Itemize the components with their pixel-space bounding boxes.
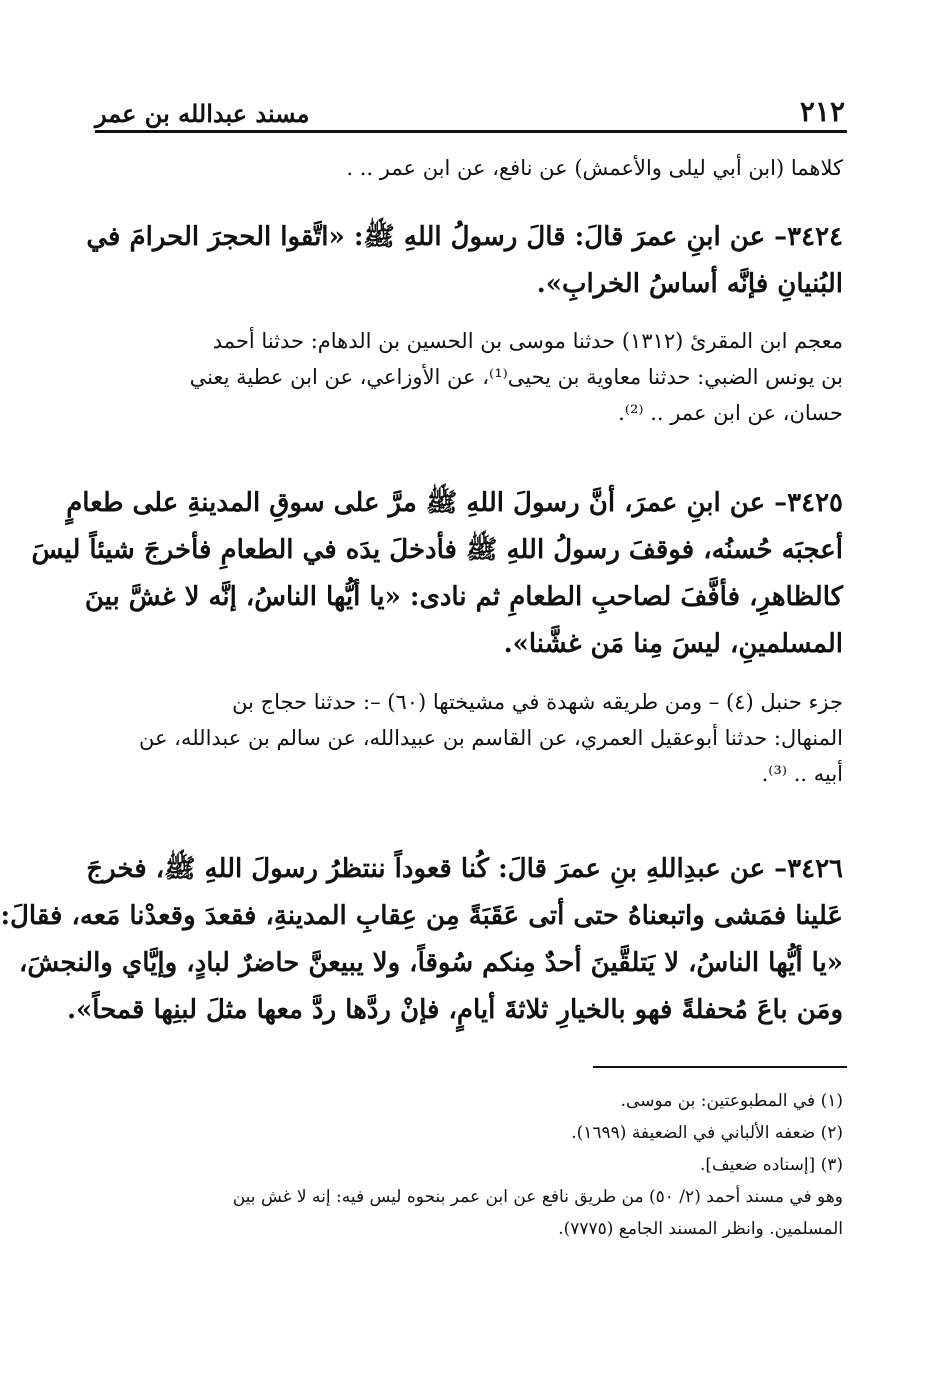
footnote-note: المسلمين. وانظر المسند الجامع (٧٧٧٥). bbox=[558, 1219, 843, 1239]
text-line: «يا أيُّها الناسُ، لا يَتلقَّينَ أحدٌ مِنكم سُوقاً، ولا يبيعنَّ حاضرٌ لبادٍ، وإيَّاي والنجشَ، bbox=[18, 948, 843, 978]
hadith-3426 bbox=[0, 846, 843, 1034]
text-line: البُنيانِ فإنَّه أساسُ الخرابِ». bbox=[536, 269, 843, 299]
hadith-3424 bbox=[86, 214, 843, 308]
text-line: عَلينا فمَشى واتبعناهُ حتى أتى عَقَبَةً مِن عِقابِ المدينةِ، فقعدَ وقعدْنا مَعه، فقالَ: bbox=[0, 901, 843, 931]
footnote-note: وهو في مسند أحمد (٢/ ٥٠) من طريق نافع عن ابن عمر بنحوه ليس فيه: إنه لا غش بين bbox=[232, 1187, 843, 1207]
intro-line bbox=[103, 150, 843, 186]
page-number: ٢١٢ bbox=[799, 95, 845, 128]
source-3425 bbox=[103, 684, 843, 792]
text-line: ومَن باعَ مُحفلةً فهو بالخيارِ ثلاثةَ أيامٍ، فإنْ ردَّها ردَّ معها مثلَ لبنِها قمحاً». bbox=[66, 995, 843, 1025]
text-line: أبيه .. ⁽³⁾. bbox=[761, 762, 843, 786]
text-line: حسان، عن ابن عمر .. ⁽²⁾. bbox=[618, 401, 843, 425]
text-line: المسلمينِ، ليسَ مِنا مَن غشَّنا». bbox=[503, 629, 843, 659]
header-rule bbox=[95, 130, 847, 133]
text-line: بن يونس الضبي: حدثنا معاوية بن يحيى⁽¹⁾، عن الأوزاعي، عن ابن عطية يعني bbox=[189, 365, 843, 389]
text-line: ٣٤٢٤– عن ابنِ عمرَ قالَ: قالَ رسولُ اللهِ ﷺ: «اتَّقوا الحجرَ الحرامَ في bbox=[86, 222, 843, 252]
footnote-3: (٣) [إسناده ضعيف]. bbox=[699, 1155, 843, 1175]
text-line: المنهال: حدثنا أبوعقيل العمري، عن القاسم بن عبيدالله، عن سالم بن عبدالله، عن bbox=[138, 726, 843, 750]
text-line: كالظاهرِ، فأفَّفَ لصاحبِ الطعامِ ثم نادى: «يا أيُّها الناسُ، إنَّه لا غشَّ بينَ bbox=[84, 582, 843, 612]
source-3424 bbox=[103, 323, 843, 431]
text-line: ٣٤٢٦– عن عبدِاللهِ بنِ عمرَ قالَ: كُنا قعوداً ننتظرُ رسولَ اللهِ ﷺ، فخرجَ bbox=[86, 854, 843, 884]
footnote-1: (١) في المطبوعتين: بن موسى. bbox=[620, 1091, 843, 1111]
text-line: ٣٤٢٥– عن ابنِ عمرَ، أنَّ رسولَ اللهِ ﷺ مرَّ على سوقِ المدينةِ على طعامٍ bbox=[66, 488, 843, 518]
text-line: أعجبَه حُسنُه، فوقفَ رسولُ اللهِ ﷺ فأدخلَ يدَه في الطعامِ فأخرجَ شيئاً ليسَ bbox=[31, 535, 843, 565]
footnote-rule bbox=[593, 1066, 847, 1068]
text-line: كلاهما (ابن أبي ليلى والأعمش) عن نافع، عن ابن عمر .. . bbox=[346, 156, 843, 180]
running-title: مسند عبدالله بن عمر bbox=[95, 99, 310, 128]
hadith-3425 bbox=[31, 480, 843, 668]
footnote-2: (٢) ضعفه الألباني في الضعيفة (١٦٩٩). bbox=[571, 1123, 843, 1143]
footnotes bbox=[103, 1085, 843, 1245]
text-line: جزء حنبل (٤) – ومن طريقه شهدة في مشيختها (٦٠) –: حدثنا حجاج بن bbox=[232, 690, 843, 714]
page-header bbox=[95, 88, 845, 128]
text-line: معجم ابن المقرئ (١٣١٢) حدثنا موسى بن الحسين بن الدهام: حدثنا أحمد bbox=[212, 329, 843, 353]
